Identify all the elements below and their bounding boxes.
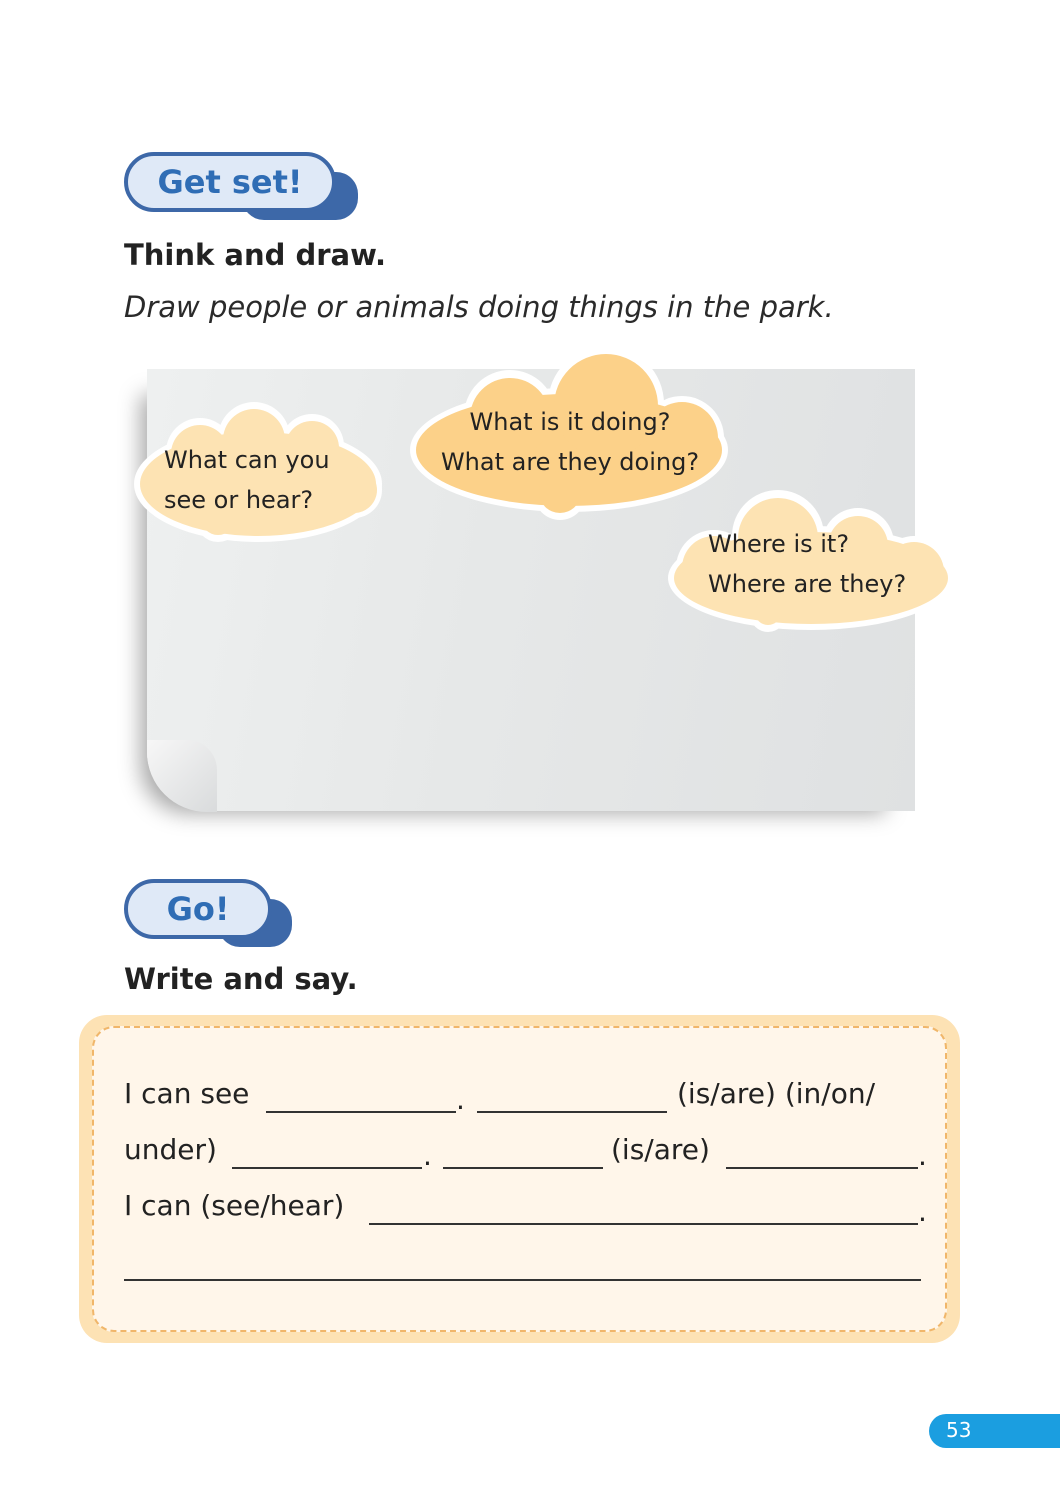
cloud-where-line-1: Where is it? [708, 530, 850, 558]
blank-5-period: . [918, 1139, 927, 1172]
sentence-2-mid: (is/are) [611, 1133, 710, 1166]
cloud-see-hear-line-2: see or hear? [164, 486, 314, 514]
writing-box-dashed-border [92, 1026, 947, 1332]
cloud-see-hear-text [164, 440, 330, 520]
cloud-where-text [708, 524, 906, 604]
drawing-page-curl [147, 740, 217, 812]
blank-5[interactable] [726, 1167, 918, 1169]
blank-1[interactable] [266, 1111, 456, 1113]
cloud-doing-line-2: What are they doing? [440, 448, 700, 476]
write-and-say-heading: Write and say. [124, 962, 358, 996]
blank-2[interactable] [477, 1111, 667, 1113]
sentence-2-start: under) [124, 1133, 217, 1166]
thought-cloud-see-hear [134, 398, 382, 546]
sentence-3-start: I can (see/hear) [124, 1189, 345, 1222]
writing-box [79, 1015, 960, 1343]
blank-6-period: . [918, 1195, 927, 1228]
go-label-text: Go! [124, 879, 272, 939]
thought-cloud-where [668, 488, 954, 634]
blank-3[interactable] [232, 1167, 422, 1169]
cloud-see-hear-line-1: What can you [164, 446, 330, 474]
blank-7-full-line[interactable] [124, 1279, 921, 1281]
sentence-1-end: (is/are) (in/on/ [677, 1077, 876, 1110]
blank-6[interactable] [369, 1223, 918, 1225]
blank-3-period: . [423, 1139, 432, 1172]
cloud-doing-line-1: What is it doing? [469, 408, 671, 436]
page-number: 53 [946, 1418, 972, 1442]
draw-instruction: Draw people or animals doing things in the park. [124, 290, 834, 324]
get-set-label-text: Get set! [124, 152, 336, 212]
cloud-where-line-2: Where are they? [708, 570, 907, 598]
blank-1-period: . [456, 1083, 465, 1116]
sentence-1-start: I can see [124, 1077, 250, 1110]
think-and-draw-heading: Think and draw. [124, 238, 387, 272]
cloud-doing-text [422, 402, 718, 482]
blank-4[interactable] [443, 1167, 603, 1169]
